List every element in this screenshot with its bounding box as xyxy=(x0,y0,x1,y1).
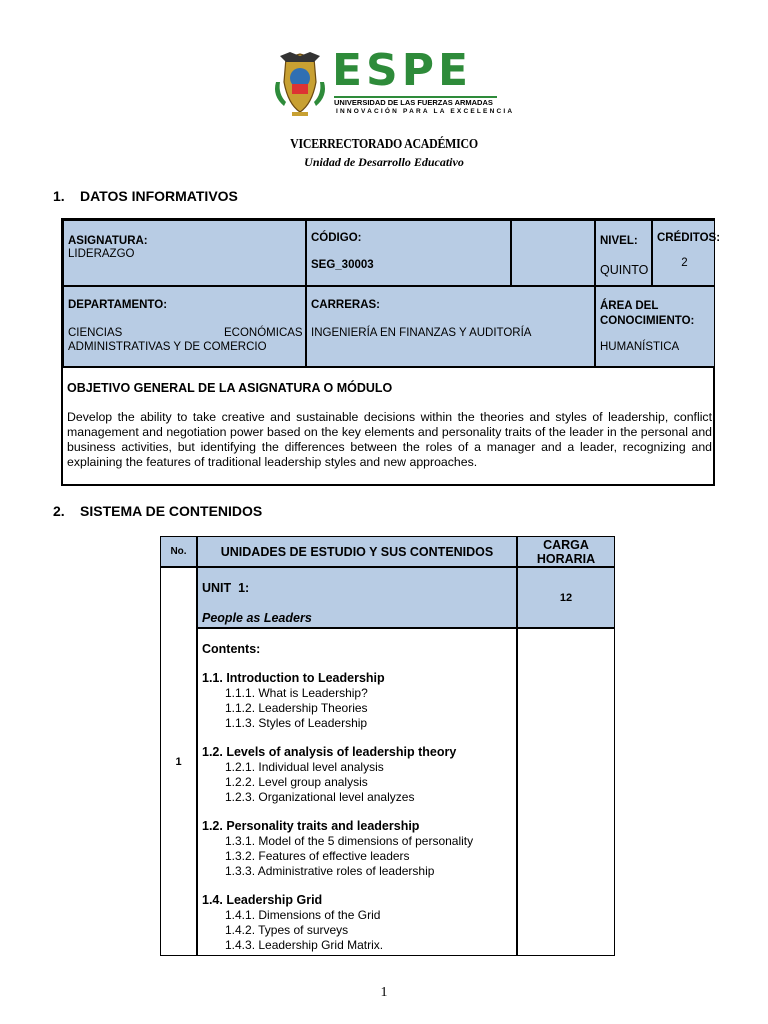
vicerrectorado-title: VICERRECTORADO ACADÉMICO xyxy=(290,137,478,152)
contents-subtopic: 1.1.2. Leadership Theories xyxy=(225,701,368,715)
unit-hours-cell: 12 xyxy=(517,567,615,628)
contents-subtopic: 1.3.3. Administrative roles of leadership xyxy=(225,864,435,878)
section-1-heading: 1. DATOS INFORMATIVOS xyxy=(53,188,238,204)
contents-subtopic: 1.1.1. What is Leadership? xyxy=(225,686,368,700)
contents-subtopic: 1.3.1. Model of the 5 dimensions of personality xyxy=(225,834,474,848)
unidad-subtitle: Unidad de Desarrollo Educativo xyxy=(304,155,464,169)
contents-subtopic: 1.1.3. Styles of Leadership xyxy=(225,716,368,730)
contents-topic: 1.2. Personality traits and leadership xyxy=(202,819,420,833)
contents-subtopic: 1.2.2. Level group analysis xyxy=(225,775,368,789)
objetivo-cell xyxy=(63,367,715,486)
codigo-cell: CÓDIGO: SEG_30003 xyxy=(306,220,511,286)
header-carga: CARGA HORARIA xyxy=(517,536,615,567)
contents-cell: Contents: 1.1. Introduction to Leadership 1.1.1. What is Leadership? 1.1.2. Leadership Theories 1.1.3. Styles of Leadership 1.2. Levels of analysis of leadership theory 1.2.1. Individual level analysis 1.2.2. Level group analysis 1.2.3. Organizational level analyzes 1.2. Personality traits and leadership 1.3.1. Model of the 5 dimensions of personality 1.3.2. Features of effective leaders 1.3.3. Administrative roles of leadership 1.4. Leadership Grid 1.4.1. Dimensions of the Grid 1.4.2. Types of surveys 1.4.3. Leadership Grid Matrix. xyxy=(197,628,517,956)
header-unidades: UNIDADES DE ESTUDIO Y SUS CONTENIDOS xyxy=(197,536,517,567)
section-2-heading: 2. SISTEMA DE CONTENIDOS xyxy=(53,503,263,519)
espe-logo xyxy=(272,45,515,120)
contents-subtopic: 1.2.1. Individual level analysis xyxy=(225,760,384,774)
header-no: No. xyxy=(160,536,197,567)
area-cell: ÁREA DEL CONOCIMIENTO: HUMANÍSTICA xyxy=(595,286,715,367)
objetivo-label: OBJETIVO GENERAL DE LA ASIGNATURA O MÓDULO xyxy=(67,381,393,395)
row-number-cell: 1 xyxy=(160,567,197,956)
datos-table xyxy=(61,218,721,486)
nivel-cell: NIVEL: QUINTO xyxy=(595,220,652,286)
departamento-cell: DEPARTAMENTO: CIENCIAS ECONÓMICAS ADMINISTRATIVAS Y DE COMERCIO xyxy=(63,286,306,367)
contents-subtopic: 1.4.1. Dimensions of the Grid xyxy=(225,908,381,922)
logo-motto: INNOVACIÓN PARA LA EXCELENCIA xyxy=(336,108,515,115)
empty-cell xyxy=(511,220,595,286)
logo-wordmark: ESPE xyxy=(332,45,473,96)
page-number: 1 xyxy=(380,985,388,1000)
contents-topic: 1.4. Leadership Grid xyxy=(202,893,323,907)
contents-subtopic: 1.4.2. Types of surveys xyxy=(225,923,349,937)
contents-subtopic: 1.3.2. Features of effective leaders xyxy=(225,849,410,863)
contents-subtopic: 1.4.3. Leadership Grid Matrix. xyxy=(225,938,384,952)
creditos-cell: CRÉDITOS: 2 xyxy=(652,220,715,286)
unit-title-cell: UNIT 1: People as Leaders xyxy=(197,567,517,628)
carreras-cell: CARRERAS: INGENIERÍA EN FINANZAS Y AUDITORÍA xyxy=(306,286,595,367)
objetivo-text: Develop the ability to take creative and sustainable decisions within the theories and styles of leadership, conflict management and negotiation power based on the key elements and personality traits of the leader in the personal and business activities, but identifying the differences between the roles of a manager and a leader, recognizing and explaining the features of traditional leadership styles and new approaches. xyxy=(67,410,712,469)
asignatura-cell: ASIGNATURA: LIDERAZGO xyxy=(63,220,306,286)
contents-topic: 1.2. Levels of analysis of leadership theory xyxy=(202,745,457,759)
contents-topic: 1.1. Introduction to Leadership xyxy=(202,671,385,685)
logo-subtitle: UNIVERSIDAD DE LAS FUERZAS ARMADAS xyxy=(334,98,493,107)
contents-hours-cell xyxy=(517,628,615,956)
contenidos-table xyxy=(160,536,615,956)
contents-subtopic: 1.2.3. Organizational level analyzes xyxy=(225,790,415,804)
